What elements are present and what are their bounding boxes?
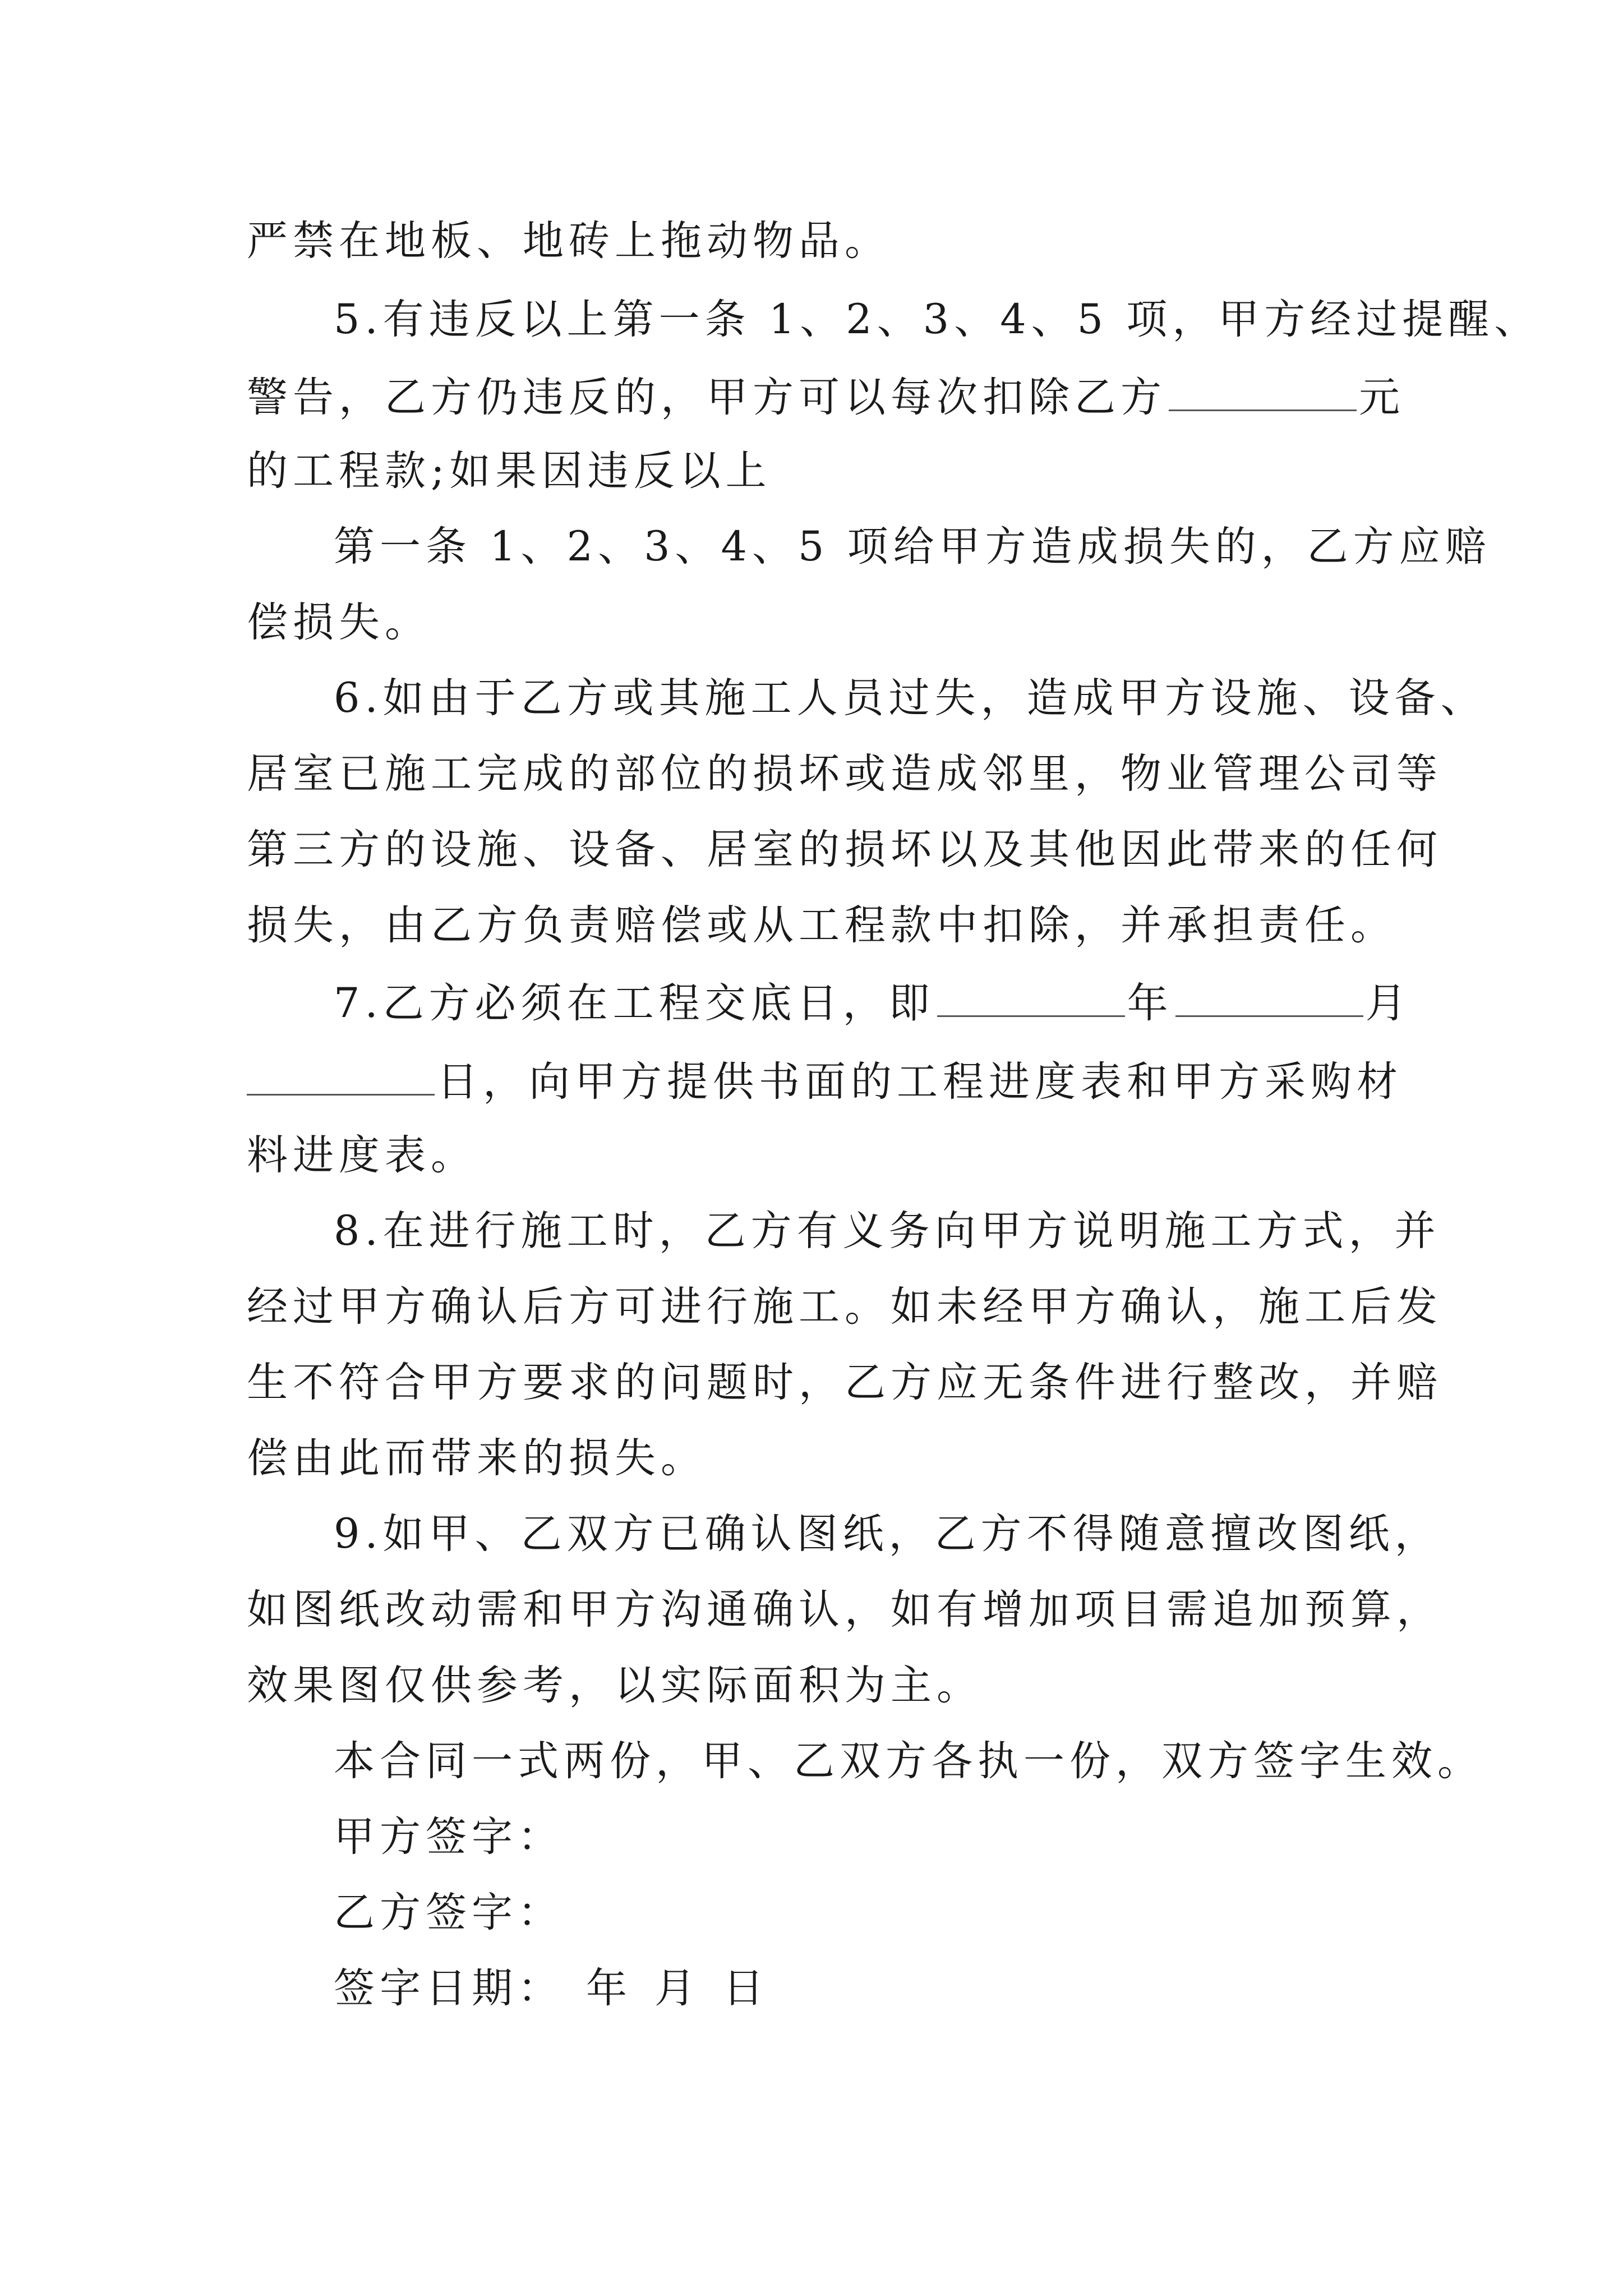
contract-copies-line: 本合同一式两份，甲、乙双方各执一份，双方签字生效。 xyxy=(334,1737,1483,1785)
clause-9-line-2: 如图纸改动需和甲方沟通确认，如有增加项目需追加预算， xyxy=(247,1586,1442,1634)
clause-6-line-1: 6.如由于乙方或其施工人员过失，造成甲方设施、设备、 xyxy=(334,674,1487,722)
clause-7-line-3: 料进度表。 xyxy=(247,1131,477,1179)
clause-5-line-1: 5.有违反以上第一条 1、2、3、4、5 项，甲方经过提醒、 xyxy=(334,296,1541,343)
clause-7-line-2: 日，向甲方提供书面的工程进度表和甲方采购材 xyxy=(247,1055,1403,1107)
party-b-signature: 乙方签字： xyxy=(334,1889,564,1936)
clause-7-line-1: 7.乙方必须在工程交底日，即 年 月 xyxy=(334,976,1412,1029)
signature-date: 签字日期： 年 月 日 xyxy=(334,1964,769,2012)
clause-9-line-1: 9.如甲、乙双方已确认图纸，乙方不得随意擅改图纸， xyxy=(334,1510,1441,1558)
day-blank xyxy=(247,1055,435,1096)
clause-8-line-1: 8.在进行施工时，乙方有义务向甲方说明施工方式，并 xyxy=(334,1207,1441,1255)
month-blank xyxy=(1175,976,1363,1017)
clause-8-line-4: 偿由此而带来的损失。 xyxy=(247,1434,707,1482)
clause-5-line-3: 的工程款;如果因违反以上 xyxy=(247,447,772,495)
clause-6-line-4: 损失，由乙方负责赔偿或从工程款中扣除，并承担责任。 xyxy=(247,901,1396,949)
clause-9-line-3: 效果图仅供参考，以实际面积为主。 xyxy=(247,1662,983,1709)
clause-5-line-2: 警告，乙方仍违反的，甲方可以每次扣除乙方 元 xyxy=(247,370,1405,423)
amount-blank xyxy=(1169,370,1357,411)
year-blank xyxy=(937,976,1125,1017)
paragraph-line: 严禁在地板、地砖上拖动物品。 xyxy=(247,217,891,265)
party-a-signature: 甲方签字： xyxy=(334,1813,564,1861)
clause-5-line-4: 第一条 1、2、3、4、5 项给甲方造成损失的，乙方应赔 xyxy=(334,523,1491,570)
clause-5-line-5: 偿损失。 xyxy=(247,599,431,646)
clause-8-line-3: 生不符合甲方要求的问题时，乙方应无条件进行整改，并赔 xyxy=(247,1359,1442,1406)
clause-8-line-2: 经过甲方确认后方可进行施工。如未经甲方确认，施工后发 xyxy=(247,1283,1442,1331)
clause-6-line-2: 居室已施工完成的部位的损坏或造成邻里，物业管理公司等 xyxy=(247,750,1442,798)
clause-6-line-3: 第三方的设施、设备、居室的损坏以及其他因此带来的任何 xyxy=(247,826,1442,873)
